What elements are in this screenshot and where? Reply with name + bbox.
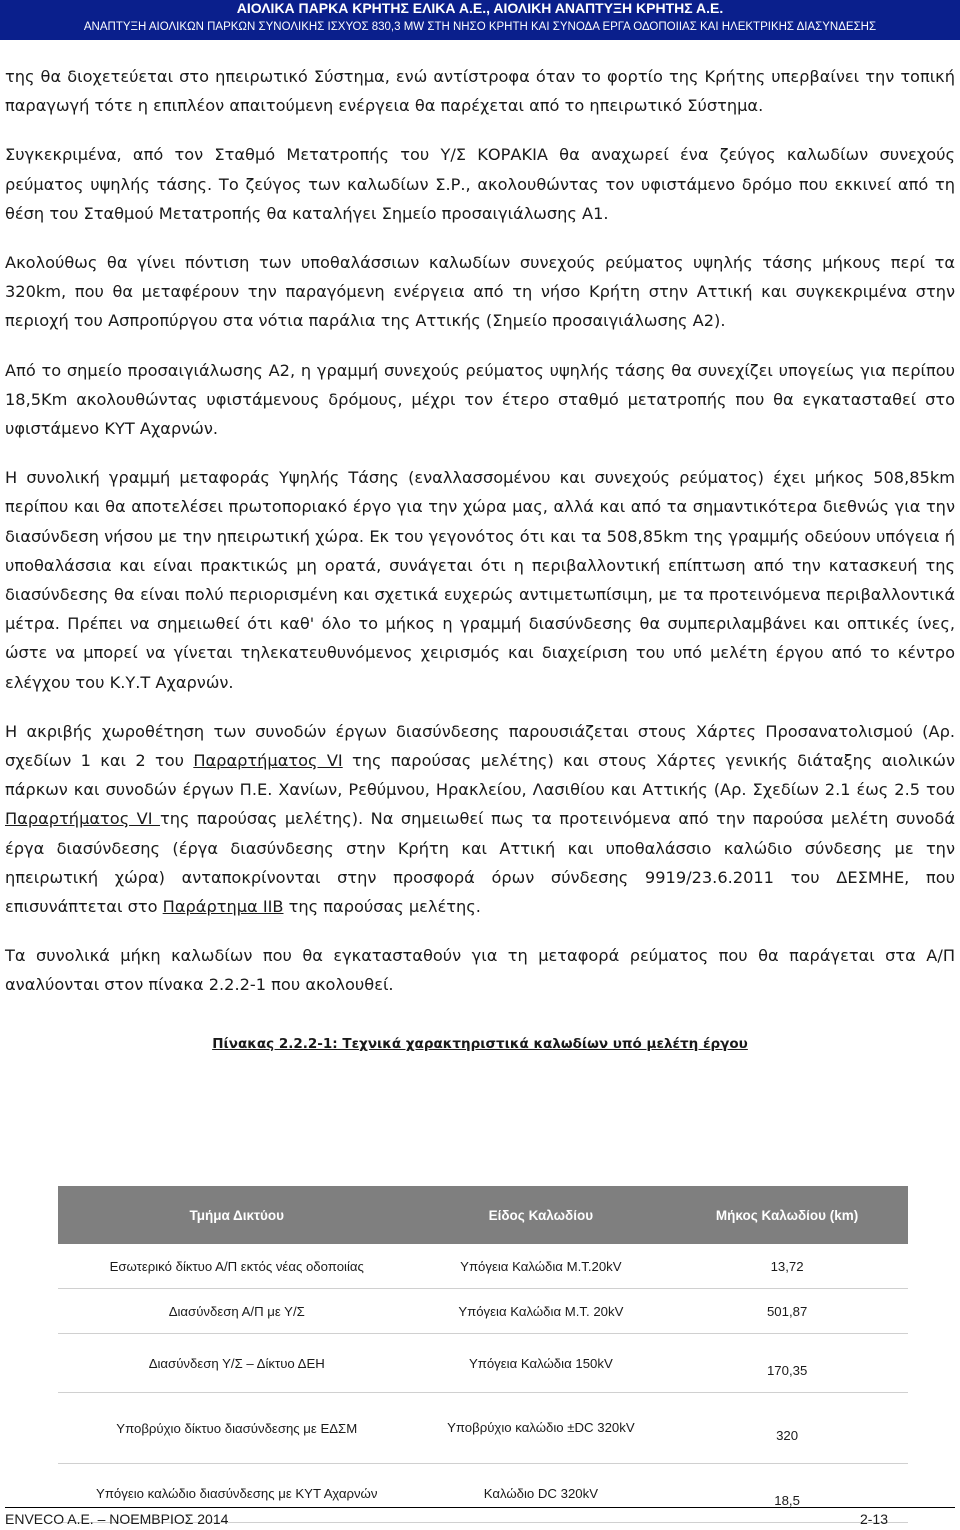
footer-divider bbox=[5, 1507, 955, 1508]
cable-specs-table bbox=[58, 1186, 908, 1523]
cell-cable-type: Υπόγεια Καλώδια Μ.Τ.20kV bbox=[416, 1244, 667, 1289]
header-subtitle: ΑΝΑΠΤΥΞΗ ΑΙΟΛΙΚΩΝ ΠΑΡΚΩΝ ΣΥΝΟΛΙΚΗΣ ΙΣΧΥΟΣ 830,3 MW ΣΤΗ ΝΗΣΟ ΚΡΗΤΗ ΚΑΙ ΣΥΝΟΔΑ ΕΡΓΑ ΟΔΟΠΟΙΙΑΣ ΚΑΙ ΗΛΕΚΤΡΙΚΗΣ ΔΙΑΣΥΝΔΕΣΗΣ bbox=[83, 21, 877, 33]
table-row bbox=[58, 1393, 908, 1464]
table-caption-text: Τεχνικά χαρακτηριστικά καλωδίων υπό μελέτη έργου bbox=[337, 1035, 748, 1052]
cell-cable-type: Υποβρύχιο καλώδιο ±DC 320kV bbox=[416, 1393, 667, 1464]
cell-cable-length: 320 bbox=[666, 1393, 908, 1464]
cell-cable-length: 170,35 bbox=[666, 1334, 908, 1393]
paragraph-4: Από το σημείο προσαιγιάλωσης Α2, η γραμμή συνεχούς ρεύματος υψηλής τάσης θα συνεχίζει υπογείως για περίπου 18,5Km ακολουθώντας υφιστάμενους δρόμους, μέχρι τον έτερο σταθμό μετατροπής που θα εγκατασταθεί στο υφιστάμενο ΚΥΤ Αχαρνών. bbox=[5, 360, 955, 439]
cell-network-section: Υποβρύχιο δίκτυο διασύνδεσης με ΕΔΣΜ bbox=[58, 1393, 416, 1464]
cell-cable-length: 13,72 bbox=[666, 1244, 908, 1289]
page-number: 2-13 bbox=[859, 1511, 888, 1527]
table-caption bbox=[5, 1034, 955, 1054]
table-row bbox=[58, 1289, 908, 1334]
cell-network-section: Εσωτερικό δίκτυο Α/Π εκτός νέας οδοποιίας bbox=[58, 1244, 416, 1289]
document-body bbox=[5, 62, 955, 1054]
paragraph-6 bbox=[5, 717, 955, 921]
paragraph-2: Συγκεκριμένα, από τον Σταθμό Μετατροπής του Υ/Σ ΚΟΡΑΚΙΑ θα αναχωρεί ένα ζεύγος καλωδίων συνεχούς ρεύματος υψηλής τάσης. Το ζεύγος των καλωδίων Σ.Ρ., ακολουθώντας τον υφιστάμενο δρόμο που εκκινεί από τη θέση του Σταθμού Μετατροπής θα καταλήγει Σημείο προσαιγιάλωσης Α1. bbox=[5, 145, 955, 223]
footer-company-date: ENVECO A.E. – ΝΟΕΜΒΡΙΟΣ 2014 bbox=[5, 1511, 229, 1527]
header-network-section: Τμήμα Δικτύου bbox=[58, 1186, 416, 1244]
header-cable-type: Είδος Καλωδίου bbox=[416, 1186, 667, 1244]
paragraph-1: της θα διοχετεύεται στο ηπειρωτικό Σύστημα, ενώ αντίστροφα όταν το φορτίο της Κρήτης υπερβαίνει την τοπική παραγωγή τότε η επιπλέον απαιτούμενη ενέργεια θα παρέχεται από το ηπειρωτικό Σύστημα. bbox=[5, 67, 955, 116]
header-title: ΑΙΟΛΙΚΑ ΠΑΡΚΑ ΚΡΗΤΗΣ ΕΛΙΚΑ Α.Ε., ΑΙΟΛΙΚΗ ΑΝΑΠΤΥΞΗ ΚΡΗΤΗΣ Α.Ε. bbox=[236, 0, 724, 16]
paragraph-6-text-c: της παρούσας μελέτης). Να σημειωθεί πως τα προτεινόμενα από την παρούσα μελέτη συνοδά έργα διασύνδεσης (έργα διασύνδεσης στην Κρήτη και Αττική και υποθαλάσσιο καλώδιο σύνδεσης με την ηπειρωτική χώρα) ανταποκρίνονται στην προσφορά όρων σύνδεσης 9919/23.6.2011 του ΔΕΣΜΗΕ, που επισυνάπτεται στο bbox=[5, 809, 955, 917]
cell-cable-length: 501,87 bbox=[666, 1289, 908, 1334]
paragraph-5: Η συνολική γραμμή μεταφοράς Υψηλής Τάσης (εναλλασσομένου και συνεχούς ρεύματος) έχει μήκος 508,85km περίπου και θα αποτελέσει πρωτοποριακό έργο για την χώρα μας, αλλά και από τα σημαντικότερα διεθνώς για την διασύνδεση νήσου με την ηπειρωτική χώρα. Εκ του γεγονότος ότι και τα 508,85km της γραμμής οδεύουν υπόγεια ή υποθαλάσσια και είναι πρακτικώς μη ορατά, συνάγεται ότι η περιβαλλοντική επίπτωση από την κατασκευή της διασύνδεσης θα είναι πολύ περιορισμένη και σχετικά ευχερώς αντιμετωπίσιμη, με τα προτεινόμενα περιβαλλοντικά μέτρα. Πρέπει να σημειωθεί ότι καθ' όλο το μήκος η γραμμή διασύνδεσης θα συμπεριλαμβάνει και οπτικές ίνες, ώστε να μπορεί να γίνεται τηλεκατευθυνόμενος χειρισμός και διαχείριση του υπό μελέτη έργου από το κέντρο ελέγχου του Κ.Υ.Τ Αχαρνών. bbox=[5, 468, 955, 692]
cell-network-section: Διασύνδεση Α/Π με Υ/Σ bbox=[58, 1289, 416, 1334]
cell-network-section: Διασύνδεση Υ/Σ – Δίκτυο ΔΕΗ bbox=[58, 1334, 416, 1393]
paragraph-6-text-d: της παρούσας μελέτης. bbox=[283, 897, 481, 917]
cell-cable-length: 18,5 bbox=[666, 1464, 908, 1523]
paragraph-7: Τα συνολικά μήκη καλωδίων που θα εγκατασταθούν για τη μεταφορά ρεύματος που θα παράγεται στα Α/Π αναλύονται στον πίνακα 2.2.2-1 που ακολουθεί. bbox=[5, 946, 955, 995]
cell-network-section: Υπόγειο καλώδιο διασύνδεσης με ΚΥΤ Αχαρνών bbox=[58, 1464, 416, 1523]
cell-cable-type: Καλώδιο DC 320kV bbox=[416, 1464, 667, 1523]
cell-cable-type: Υπόγεια Καλώδια Μ.Τ. 20kV bbox=[416, 1289, 667, 1334]
appendix-vi-link-2[interactable]: Παραρτήματος VI bbox=[5, 809, 160, 829]
paragraph-6-text-a: Η ακριβής χωροθέτηση των συνοδών έργων διασύνδεσης παρουσιάζεται στους Χάρτες Προσανατολισμού (Αρ. σχεδίων 1 και 2 του bbox=[5, 721, 955, 771]
cell-cable-type: Υπόγεια Καλώδια 150kV bbox=[416, 1334, 667, 1393]
table-row bbox=[58, 1244, 908, 1289]
document-header bbox=[0, 0, 960, 40]
header-cable-length: Μήκος Καλωδίου (km) bbox=[666, 1186, 908, 1244]
table-caption-label: Πίνακας 2.2.2-1: bbox=[212, 1035, 338, 1052]
appendix-iib-link[interactable]: Παράρτημα ΙΙΒ bbox=[162, 897, 284, 917]
paragraph-3: Ακολούθως θα γίνει πόντιση των υποθαλάσσιων καλωδίων συνεχούς ρεύματος υψηλής τάσης μήκους περί τα 320km, που θα μεταφέρουν την παραγόμενη ενέργεια από τη νήσο Κρήτη στην Αττική και συγκεκριμένα στην περιοχή του Ασπροπύργου στα νότια παράλια της Αττικής (Σημείο προσαιγιάλωσης Α2). bbox=[5, 253, 955, 331]
appendix-vi-link[interactable]: Παραρτήματος VI bbox=[193, 751, 343, 771]
paragraph-6-text-b: της παρούσας μελέτης) και στους Χάρτες γενικής διάταξης αιολικών πάρκων και συνοδών έργων Π.Ε. Χανίων, Ρεθύμνου, Ηρακλείου, Λασιθίου και Αττικής (Αρ. Σχεδίων 2.1 έως 2.5 του bbox=[5, 751, 955, 800]
table-row bbox=[58, 1334, 908, 1393]
table-header-row bbox=[58, 1186, 908, 1244]
